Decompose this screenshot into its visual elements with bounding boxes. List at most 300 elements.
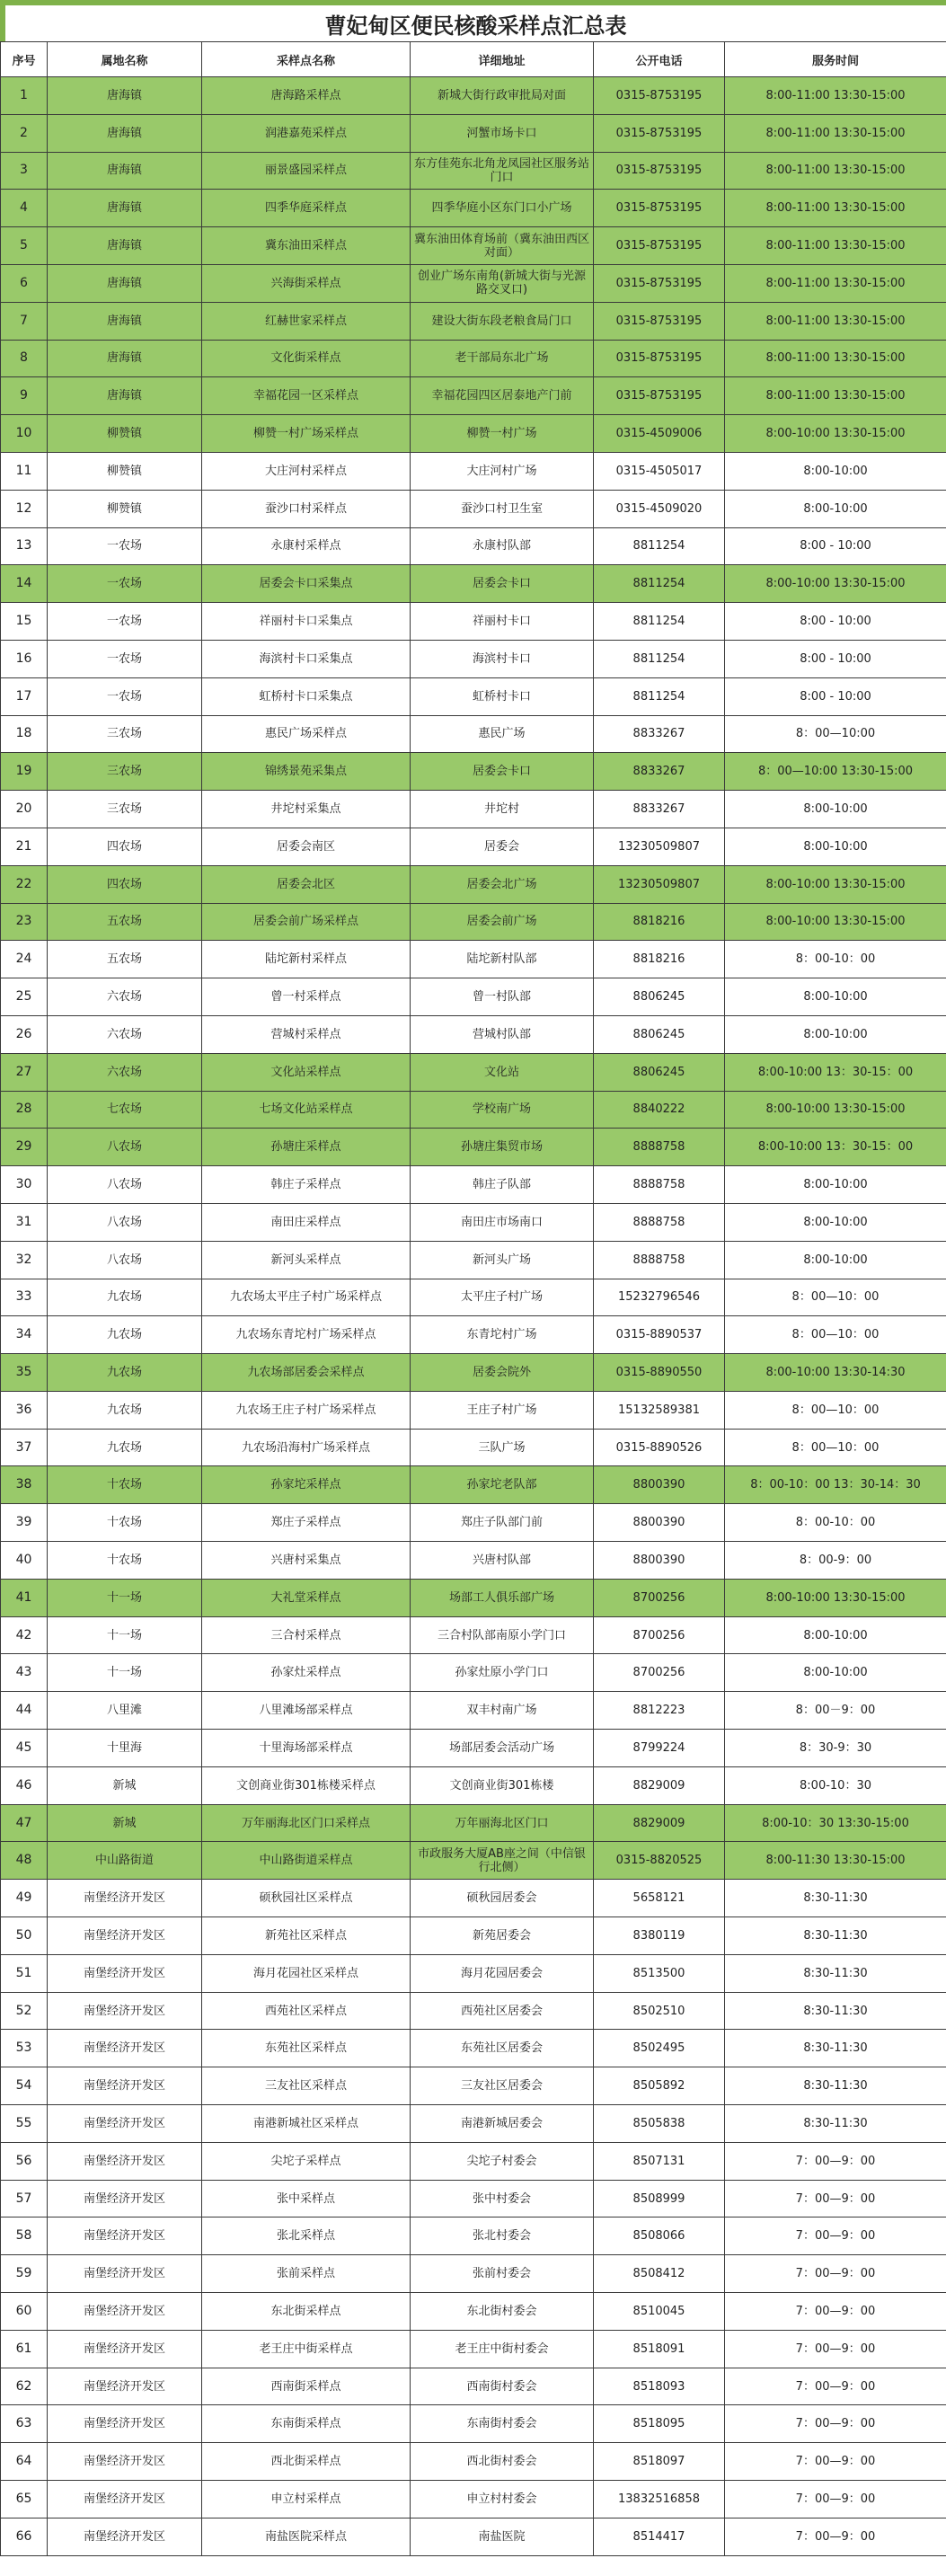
table-row [1, 2330, 946, 2368]
cell-phone: 8505838 [594, 2105, 725, 2143]
cell-phone: 8811254 [594, 527, 725, 565]
cell-phone: 8888758 [594, 1166, 725, 1204]
table-row [1, 1842, 946, 1880]
cell-site: 东北街采样点 [202, 2293, 411, 2331]
cell-hours: 8:00 - 10:00 [725, 527, 946, 565]
cell-area: 唐海镇 [48, 77, 202, 115]
cell-phone: 8507131 [594, 2142, 725, 2180]
cell-phone: 8380119 [594, 1917, 725, 1955]
table-row [1, 1692, 946, 1730]
cell-index: 52 [1, 1992, 48, 2030]
cell-index: 64 [1, 2443, 48, 2481]
cell-site: 九农场太平庄子村广场采样点 [202, 1279, 411, 1316]
cell-phone: 8508999 [594, 2180, 725, 2217]
cell-hours: 8：00—10：00 [725, 1429, 946, 1466]
cell-site: 蚕沙口村采样点 [202, 490, 411, 527]
cell-address: 三友社区居委会 [411, 2067, 594, 2105]
cell-index: 51 [1, 1954, 48, 1992]
cell-site: 幸福花园一区采样点 [202, 377, 411, 415]
cell-address: 东苑社区居委会 [411, 2030, 594, 2067]
cell-phone: 8811254 [594, 565, 725, 603]
cell-site: 文创商业街301栋楼采样点 [202, 1766, 411, 1804]
table-row [1, 565, 946, 603]
cell-address: 虹桥村卡口 [411, 677, 594, 715]
cell-phone: 13832516858 [594, 2481, 725, 2518]
cell-index: 41 [1, 1579, 48, 1616]
table-row [1, 1391, 946, 1429]
cell-address: 孙家坨老队部 [411, 1466, 594, 1504]
cell-area: 十农场 [48, 1504, 202, 1542]
cell-index: 37 [1, 1429, 48, 1466]
cell-address: 居委会卡口 [411, 565, 594, 603]
cell-index: 39 [1, 1504, 48, 1542]
cell-hours: 8：00-10：00 [725, 941, 946, 978]
cell-address: 张前村委会 [411, 2255, 594, 2293]
cell-area: 南堡经济开发区 [48, 2518, 202, 2555]
table-row [1, 1804, 946, 1842]
cell-site: 陆坨新村采样点 [202, 941, 411, 978]
cell-site: 南盐医院采样点 [202, 2518, 411, 2555]
cell-phone: 0315-8753195 [594, 114, 725, 152]
cell-index: 42 [1, 1616, 48, 1654]
table-row [1, 1129, 946, 1166]
cell-area: 南堡经济开发区 [48, 2142, 202, 2180]
cell-address: 祥丽村卡口 [411, 603, 594, 641]
cell-hours: 8:30-11:30 [725, 2105, 946, 2143]
cell-address: 孙塘庄集贸市场 [411, 1129, 594, 1166]
cell-phone: 8518093 [594, 2368, 725, 2405]
cell-site: 老王庄中街采样点 [202, 2330, 411, 2368]
cell-area: 唐海镇 [48, 114, 202, 152]
table-row [1, 77, 946, 115]
cell-phone: 8510045 [594, 2293, 725, 2331]
cell-area: 南堡经济开发区 [48, 2330, 202, 2368]
cell-address: 南田庄市场南口 [411, 1203, 594, 1241]
cell-hours: 8:00-10:00 [725, 791, 946, 828]
cell-address: 王庄子村广场 [411, 1391, 594, 1429]
cell-area: 南堡经济开发区 [48, 2368, 202, 2405]
cell-hours: 8:00-10:00 13：30-15：00 [725, 1053, 946, 1091]
cell-address: 南港新城居委会 [411, 2105, 594, 2143]
cell-address: 南盐医院 [411, 2518, 594, 2555]
cell-site: 兴海街采样点 [202, 264, 411, 302]
table-row [1, 1466, 946, 1504]
cell-index: 66 [1, 2518, 48, 2555]
cell-address: 海滨村卡口 [411, 640, 594, 677]
cell-address: 太平庄子村广场 [411, 1279, 594, 1316]
cell-address: 老王庄中街村委会 [411, 2330, 594, 2368]
cell-address: 场部工人俱乐部广场 [411, 1579, 594, 1616]
cell-area: 柳赞镇 [48, 415, 202, 453]
cell-index: 3 [1, 152, 48, 190]
cell-site: 新苑社区采样点 [202, 1917, 411, 1955]
table-row [1, 1429, 946, 1466]
cell-hours: 8:00-10:00 13：30-15：00 [725, 1129, 946, 1166]
cell-hours: 8:00 - 10:00 [725, 603, 946, 641]
table-row [1, 152, 946, 190]
header-hours: 服务时间 [725, 42, 946, 77]
cell-index: 38 [1, 1466, 48, 1504]
table-row [1, 677, 946, 715]
cell-area: 南堡经济开发区 [48, 1880, 202, 1917]
cell-phone: 0315-8890526 [594, 1429, 725, 1466]
cell-index: 18 [1, 715, 48, 753]
cell-phone: 0315-4509020 [594, 490, 725, 527]
cell-phone: 8833267 [594, 791, 725, 828]
cell-address: 张中村委会 [411, 2180, 594, 2217]
cell-area: 中山路街道 [48, 1842, 202, 1880]
table-row [1, 190, 946, 227]
cell-address: 三合村队部南原小学门口 [411, 1616, 594, 1654]
table-row [1, 2217, 946, 2255]
cell-hours: 8:00 - 10:00 [725, 640, 946, 677]
cell-hours: 8：00－9：00 [725, 1692, 946, 1730]
cell-area: 十农场 [48, 1466, 202, 1504]
cell-index: 48 [1, 1842, 48, 1880]
cell-area: 八里滩 [48, 1692, 202, 1730]
cell-site: 硕秋园社区采样点 [202, 1880, 411, 1917]
table-row [1, 828, 946, 865]
cell-address: 冀东油田体育场前（冀东油田西区对面） [411, 227, 594, 265]
cell-site: 西北街采样点 [202, 2443, 411, 2481]
table-row [1, 2030, 946, 2067]
cell-area: 一农场 [48, 527, 202, 565]
cell-hours: 8:30-11:30 [725, 1992, 946, 2030]
cell-index: 47 [1, 1804, 48, 1842]
cell-phone: 8818216 [594, 903, 725, 941]
cell-index: 36 [1, 1391, 48, 1429]
cell-index: 55 [1, 2105, 48, 2143]
table-row [1, 865, 946, 903]
table-row [1, 1241, 946, 1279]
header-address: 详细地址 [411, 42, 594, 77]
sampling-sites-table [0, 41, 946, 2556]
table-header-row [1, 42, 946, 77]
cell-area: 南堡经济开发区 [48, 1917, 202, 1955]
table-row [1, 527, 946, 565]
cell-area: 八农场 [48, 1241, 202, 1279]
cell-area: 唐海镇 [48, 302, 202, 340]
cell-area: 新城 [48, 1766, 202, 1804]
cell-address: 老干部局东北广场 [411, 340, 594, 377]
cell-site: 永康村采样点 [202, 527, 411, 565]
cell-area: 三农场 [48, 791, 202, 828]
cell-index: 16 [1, 640, 48, 677]
cell-index: 56 [1, 2142, 48, 2180]
cell-phone: 0315-8753195 [594, 152, 725, 190]
cell-address: 韩庄子队部 [411, 1166, 594, 1204]
cell-index: 22 [1, 865, 48, 903]
cell-index: 21 [1, 828, 48, 865]
table-row [1, 903, 946, 941]
cell-area: 三农场 [48, 753, 202, 791]
cell-site: 井坨村采集点 [202, 791, 411, 828]
cell-site: 三合村采样点 [202, 1616, 411, 1654]
cell-phone: 5658121 [594, 1880, 725, 1917]
cell-site: 尖坨子采样点 [202, 2142, 411, 2180]
cell-site: 西南街采样点 [202, 2368, 411, 2405]
header-area: 属地名称 [48, 42, 202, 77]
cell-site: 申立村采样点 [202, 2481, 411, 2518]
cell-site: 七场文化站采样点 [202, 1091, 411, 1129]
header-index: 序号 [1, 42, 48, 77]
cell-hours: 7：00—9：00 [725, 2217, 946, 2255]
cell-hours: 8:00-11:00 13:30-15:00 [725, 190, 946, 227]
table-row [1, 2255, 946, 2293]
cell-index: 30 [1, 1166, 48, 1204]
cell-hours: 8:00-10:00 [725, 1203, 946, 1241]
table-row [1, 377, 946, 415]
cell-address: 营城村队部 [411, 1015, 594, 1053]
cell-site: 柳赞一村广场采样点 [202, 415, 411, 453]
table-row [1, 1579, 946, 1616]
cell-phone: 8818216 [594, 941, 725, 978]
table-row [1, 1279, 946, 1316]
cell-phone: 8888758 [594, 1203, 725, 1241]
cell-area: 南堡经济开发区 [48, 2180, 202, 2217]
cell-area: 南堡经济开发区 [48, 2255, 202, 2293]
cell-index: 58 [1, 2217, 48, 2255]
cell-index: 49 [1, 1880, 48, 1917]
cell-site: 西苑社区采样点 [202, 1992, 411, 2030]
cell-phone: 8806245 [594, 1053, 725, 1091]
cell-area: 南堡经济开发区 [48, 2443, 202, 2481]
cell-phone: 8508066 [594, 2217, 725, 2255]
cell-hours: 8:00-10:00 [725, 828, 946, 865]
cell-hours: 7：00—9：00 [725, 2330, 946, 2368]
cell-hours: 8:30-11:30 [725, 2030, 946, 2067]
cell-site: 万年丽海北区门口采样点 [202, 1804, 411, 1842]
cell-site: 中山路街道采样点 [202, 1842, 411, 1880]
cell-site: 海月花园社区采样点 [202, 1954, 411, 1992]
cell-phone: 0315-4505017 [594, 452, 725, 490]
cell-site: 孙家灶采样点 [202, 1654, 411, 1692]
cell-hours: 7：00—9：00 [725, 2368, 946, 2405]
cell-index: 17 [1, 677, 48, 715]
cell-hours: 8:00-10：30 13:30-15:00 [725, 1804, 946, 1842]
cell-index: 54 [1, 2067, 48, 2105]
cell-hours: 8:00-10:00 13:30-15:00 [725, 415, 946, 453]
cell-index: 27 [1, 1053, 48, 1091]
cell-index: 57 [1, 2180, 48, 2217]
table-row [1, 2443, 946, 2481]
cell-phone: 8829009 [594, 1804, 725, 1842]
cell-address: 居委会院外 [411, 1354, 594, 1392]
cell-area: 南堡经济开发区 [48, 2030, 202, 2067]
cell-site: 兴唐村采集点 [202, 1542, 411, 1580]
cell-address: 场部居委会活动广场 [411, 1730, 594, 1767]
cell-index: 2 [1, 114, 48, 152]
cell-area: 唐海镇 [48, 190, 202, 227]
table-row [1, 1015, 946, 1053]
cell-hours: 8:30-11:30 [725, 1917, 946, 1955]
cell-site: 冀东油田采样点 [202, 227, 411, 265]
cell-area: 十一场 [48, 1579, 202, 1616]
cell-phone: 8811254 [594, 603, 725, 641]
cell-phone: 8806245 [594, 978, 725, 1016]
cell-hours: 7：00—9：00 [725, 2142, 946, 2180]
cell-hours: 8:00-10:00 13:30-15:00 [725, 1091, 946, 1129]
cell-address: 创业广场东南角(新城大街与光源路交叉口) [411, 264, 594, 302]
cell-index: 5 [1, 227, 48, 265]
cell-hours: 8:00-10:00 [725, 1166, 946, 1204]
cell-address: 东北街村委会 [411, 2293, 594, 2331]
cell-index: 25 [1, 978, 48, 1016]
cell-index: 7 [1, 302, 48, 340]
cell-address: 居委会北广场 [411, 865, 594, 903]
cell-address: 双丰村南广场 [411, 1692, 594, 1730]
table-row [1, 1316, 946, 1354]
cell-address: 居委会前广场 [411, 903, 594, 941]
cell-site: 南港新城社区采样点 [202, 2105, 411, 2143]
cell-index: 44 [1, 1692, 48, 1730]
cell-area: 一农场 [48, 565, 202, 603]
table-row [1, 1354, 946, 1392]
cell-index: 46 [1, 1766, 48, 1804]
cell-address: 张北村委会 [411, 2217, 594, 2255]
cell-phone: 15132589381 [594, 1391, 725, 1429]
cell-area: 八农场 [48, 1166, 202, 1204]
cell-phone: 8811254 [594, 640, 725, 677]
cell-index: 6 [1, 264, 48, 302]
cell-index: 50 [1, 1917, 48, 1955]
cell-site: 东苑社区采样点 [202, 2030, 411, 2067]
cell-site: 韩庄子采样点 [202, 1166, 411, 1204]
cell-address: 新城大街行政审批局对面 [411, 77, 594, 115]
cell-hours: 8:00-11:30 13:30-15:00 [725, 1842, 946, 1880]
cell-phone: 0315-8753195 [594, 77, 725, 115]
cell-site: 三友社区采样点 [202, 2067, 411, 2105]
header-site: 采样点名称 [202, 42, 411, 77]
table-row [1, 1504, 946, 1542]
cell-index: 10 [1, 415, 48, 453]
cell-address: 河蟹市场卡口 [411, 114, 594, 152]
cell-area: 南堡经济开发区 [48, 2067, 202, 2105]
table-row [1, 1954, 946, 1992]
header-phone: 公开电话 [594, 42, 725, 77]
cell-site: 九农场东青坨村广场采样点 [202, 1316, 411, 1354]
cell-hours: 8：30-9：30 [725, 1730, 946, 1767]
table-row [1, 2368, 946, 2405]
cell-area: 六农场 [48, 1053, 202, 1091]
cell-phone: 0315-8753195 [594, 377, 725, 415]
cell-area: 一农场 [48, 603, 202, 641]
cell-address: 陆坨新村队部 [411, 941, 594, 978]
cell-index: 31 [1, 1203, 48, 1241]
cell-hours: 7：00—9：00 [725, 2481, 946, 2518]
cell-phone: 0315-8820525 [594, 1842, 725, 1880]
cell-address: 申立村村委会 [411, 2481, 594, 2518]
cell-phone: 8833267 [594, 753, 725, 791]
cell-index: 11 [1, 452, 48, 490]
cell-phone: 8513500 [594, 1954, 725, 1992]
table-row [1, 1766, 946, 1804]
cell-index: 40 [1, 1542, 48, 1580]
table-row [1, 264, 946, 302]
table-body [1, 77, 946, 2556]
table-row [1, 1880, 946, 1917]
cell-hours: 8:00-11:00 13:30-15:00 [725, 302, 946, 340]
cell-phone: 8829009 [594, 1766, 725, 1804]
cell-hours: 8：00-9：00 [725, 1542, 946, 1580]
cell-phone: 0315-8753195 [594, 190, 725, 227]
cell-site: 新河头采样点 [202, 1241, 411, 1279]
cell-site: 九农场王庄子村广场采样点 [202, 1391, 411, 1429]
cell-hours: 8:00-11:00 13:30-15:00 [725, 152, 946, 190]
cell-area: 唐海镇 [48, 152, 202, 190]
cell-hours: 8:30-11:30 [725, 1954, 946, 1992]
cell-index: 13 [1, 527, 48, 565]
cell-hours: 7：00—9：00 [725, 2180, 946, 2217]
cell-hours: 8:00-11:00 13:30-15:00 [725, 264, 946, 302]
cell-index: 12 [1, 490, 48, 527]
cell-site: 虹桥村卡口采集点 [202, 677, 411, 715]
cell-site: 南田庄采样点 [202, 1203, 411, 1241]
cell-site: 海滨村卡口采集点 [202, 640, 411, 677]
cell-hours: 8：00—10:00 13:30-15:00 [725, 753, 946, 791]
cell-site: 四季华庭采样点 [202, 190, 411, 227]
cell-hours: 8:00-10:00 13:30-15:00 [725, 903, 946, 941]
cell-address: 兴唐村队部 [411, 1542, 594, 1580]
cell-site: 丽景盛园采样点 [202, 152, 411, 190]
cell-hours: 8:00-10:00 [725, 1241, 946, 1279]
cell-phone: 8800390 [594, 1466, 725, 1504]
cell-area: 南堡经济开发区 [48, 2105, 202, 2143]
cell-address: 文化站 [411, 1053, 594, 1091]
table-row [1, 2105, 946, 2143]
cell-phone: 15232796546 [594, 1279, 725, 1316]
cell-phone: 8806245 [594, 1015, 725, 1053]
table-row [1, 114, 946, 152]
document-title: 曹妃甸区便民核酸采样点汇总表 [0, 0, 946, 41]
cell-area: 十农场 [48, 1542, 202, 1580]
cell-index: 20 [1, 791, 48, 828]
cell-site: 曾一村采样点 [202, 978, 411, 1016]
cell-phone: 0315-8890537 [594, 1316, 725, 1354]
cell-area: 唐海镇 [48, 377, 202, 415]
cell-area: 柳赞镇 [48, 490, 202, 527]
cell-phone: 8508412 [594, 2255, 725, 2293]
cell-address: 井坨村 [411, 791, 594, 828]
table-row [1, 1917, 946, 1955]
cell-hours: 7：00—9：00 [725, 2405, 946, 2443]
cell-index: 15 [1, 603, 48, 641]
table-row [1, 1654, 946, 1692]
cell-area: 十一场 [48, 1616, 202, 1654]
cell-area: 新城 [48, 1804, 202, 1842]
cell-hours: 8:00-10：30 [725, 1766, 946, 1804]
cell-address: 建设大街东段老粮食局门口 [411, 302, 594, 340]
table-row [1, 978, 946, 1016]
cell-hours: 8:00-10:00 [725, 452, 946, 490]
cell-phone: 8800390 [594, 1504, 725, 1542]
cell-hours: 8:30-11:30 [725, 1880, 946, 1917]
cell-hours: 7：00—9：00 [725, 2518, 946, 2555]
cell-area: 九农场 [48, 1429, 202, 1466]
cell-area: 九农场 [48, 1279, 202, 1316]
cell-address: 西南街村委会 [411, 2368, 594, 2405]
cell-site: 锦绣景苑采集点 [202, 753, 411, 791]
table-row [1, 2293, 946, 2331]
cell-hours: 8:00-11:00 13:30-15:00 [725, 377, 946, 415]
table-row [1, 2142, 946, 2180]
cell-area: 三农场 [48, 715, 202, 753]
cell-phone: 8833267 [594, 715, 725, 753]
cell-phone: 0315-8753195 [594, 340, 725, 377]
cell-phone: 8518091 [594, 2330, 725, 2368]
cell-site: 红赫世家采样点 [202, 302, 411, 340]
table-row [1, 2405, 946, 2443]
